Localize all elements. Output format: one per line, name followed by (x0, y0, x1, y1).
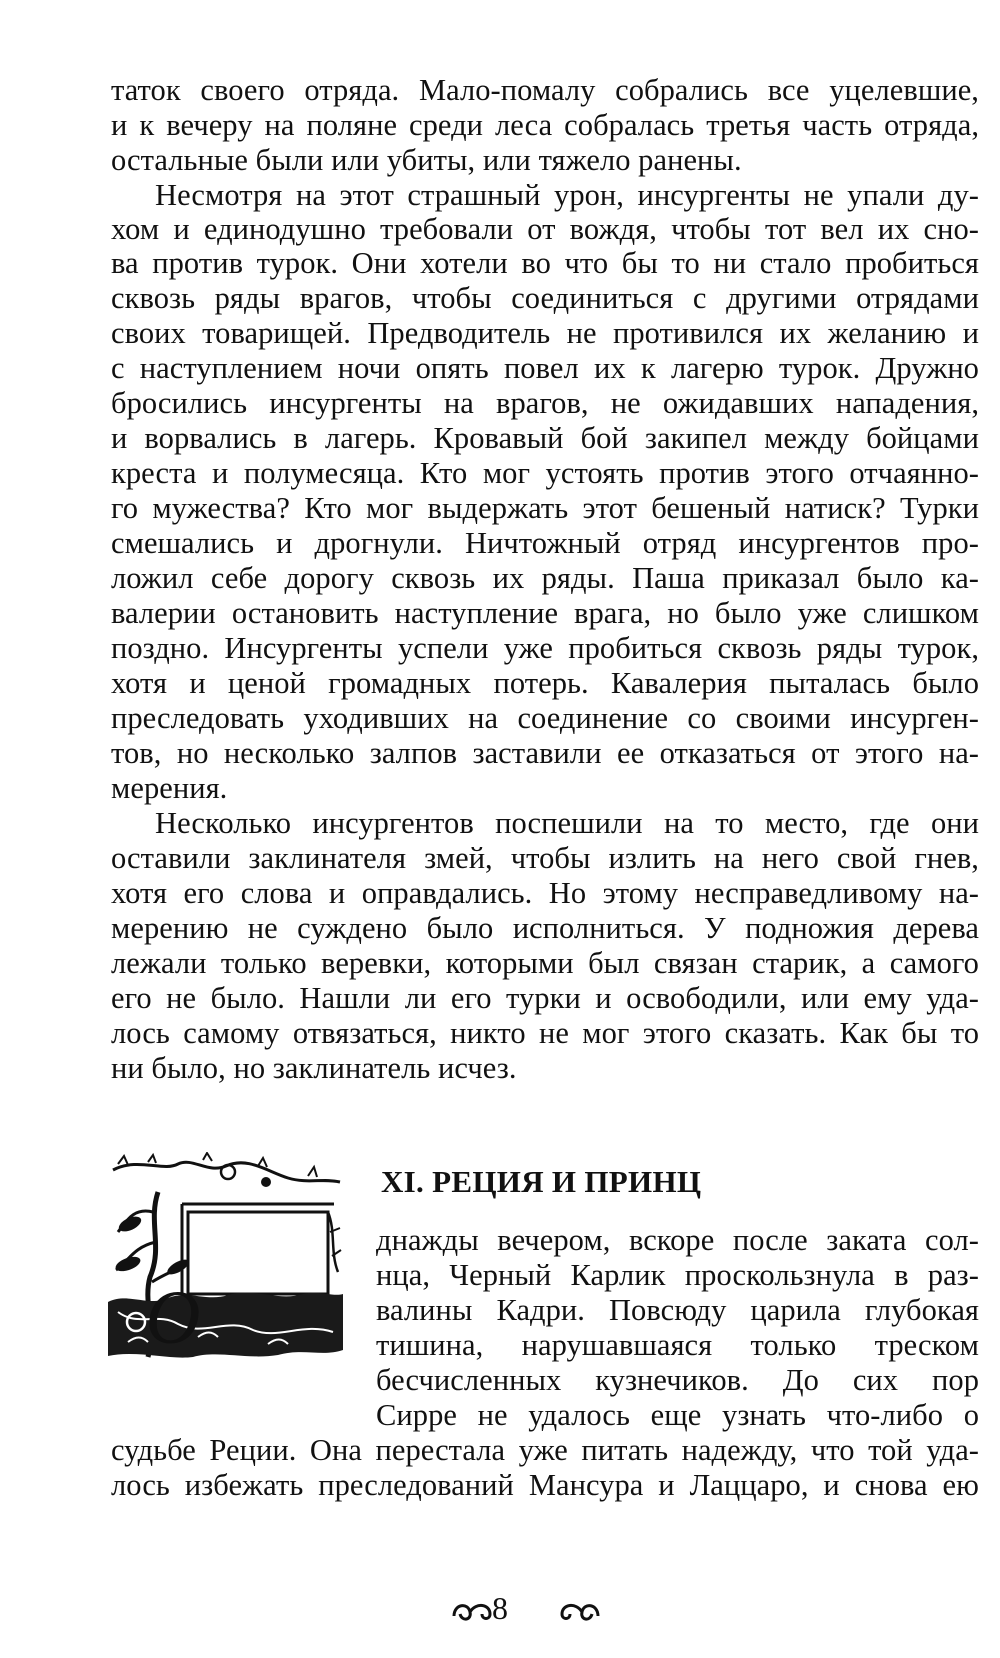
text-line: мерению не суждено было исполниться. У подножия дерева (111, 911, 979, 945)
chapter-title: XI. РЕЦИЯ И ПРИНЦ (381, 1164, 702, 1199)
text-line: своих товарищей. Предводитель не противился их желанию и (111, 316, 979, 350)
text-line: хотя его слова и оправдались. Но этому несправедливому на- (111, 876, 979, 910)
text-line: креста и полумесяца. Кто мог устоять против этого отчаянно- (111, 456, 979, 490)
text-line: сквозь ряды врагов, чтобы соединиться с другими отрядами (111, 281, 979, 315)
text-line: его не было. Нашли ли его турки и освободили, или ему уда- (111, 981, 979, 1015)
text-line: хотя и ценой громадных потерь. Кавалерия пыталась было (111, 666, 979, 700)
text-line: Несмотря на этот страшный урон, инсургенты не упали ду- (155, 178, 979, 212)
text-line: нца, Черный Карлик проскользнула в раз- (376, 1258, 979, 1292)
text-line: бросились инсургенты на врагов, не ожидавших нападения, (111, 386, 979, 420)
text-line: бесчисленных кузнечиков. До сих пор (376, 1363, 979, 1397)
text-line: тов, но несколько залпов заставили ее отказаться от этого на- (111, 736, 979, 770)
text-line: таток своего отряда. Мало-помалу собрались все уцелевшие, (111, 73, 979, 107)
text-line: ложил себе дорогу сквозь их ряды. Паша приказал было ка- (111, 561, 979, 595)
text-line: и ворвались в лагерь. Кровавый бой закипел между бойцами (111, 421, 979, 455)
text-line: лось самому отвязаться, никто не мог этого сказать. Как бы то (111, 1016, 979, 1050)
text-line: остальные были или убиты, или тяжело ранены. (111, 143, 742, 177)
text-line: днажды вечером, вскоре после заката сол- (376, 1223, 979, 1257)
text-line: тишина, нарушавшаяся только треском (376, 1328, 979, 1362)
text-line: оставили заклинателя змей, чтобы излить на него свой гнев, (111, 841, 979, 875)
text-line: Сирре не удалось еще узнать что-либо о (376, 1398, 979, 1432)
text-line: лось избежать преследований Мансура и Лаццаро, и снова ею (111, 1468, 979, 1502)
page-number: 8 (492, 1590, 508, 1626)
dropcap-letter: О (145, 1276, 201, 1360)
text-line: ни было, но заклинатель исчез. (111, 1051, 517, 1085)
text-line: ва против турок. Они хотели во что бы то ни стало пробиться (111, 246, 979, 280)
text-line: смешались и дрогнули. Ничтожный отряд инсургентов про- (111, 526, 979, 560)
right-ornament-icon (556, 1598, 602, 1624)
text-line: поздно. Инсургенты успели уже пробиться сквозь ряды турок, (111, 631, 979, 665)
text-line: мерения. (111, 771, 228, 805)
text-line: валерии остановить наступление врага, но было уже слишком (111, 596, 979, 630)
text-line: и к вечеру на поляне среди леса собралась третья часть отряда, (111, 108, 979, 142)
text-line: лежали только веревки, которыми был связан старик, а самого (111, 946, 979, 980)
text-line: хом и единодушно требовали от вождя, чтобы тот вел их сно- (111, 212, 979, 246)
text-line: го мужества? Кто мог выдержать этот бешеный натиск? Турки (111, 491, 979, 525)
text-line: с наступлением ночи опять повел их к лагерю турок. Дружно (111, 351, 979, 385)
text-line: преследовать уходивших на соединение со своими инсурген- (111, 701, 979, 735)
text-line: Несколько инсургентов поспешили на то место, где они (155, 806, 979, 840)
text-line: валины Кадри. Повсюду царила глубокая (376, 1293, 979, 1327)
text-line: судьбе Реции. Она перестала уже питать надежду, что той уда- (111, 1433, 979, 1467)
